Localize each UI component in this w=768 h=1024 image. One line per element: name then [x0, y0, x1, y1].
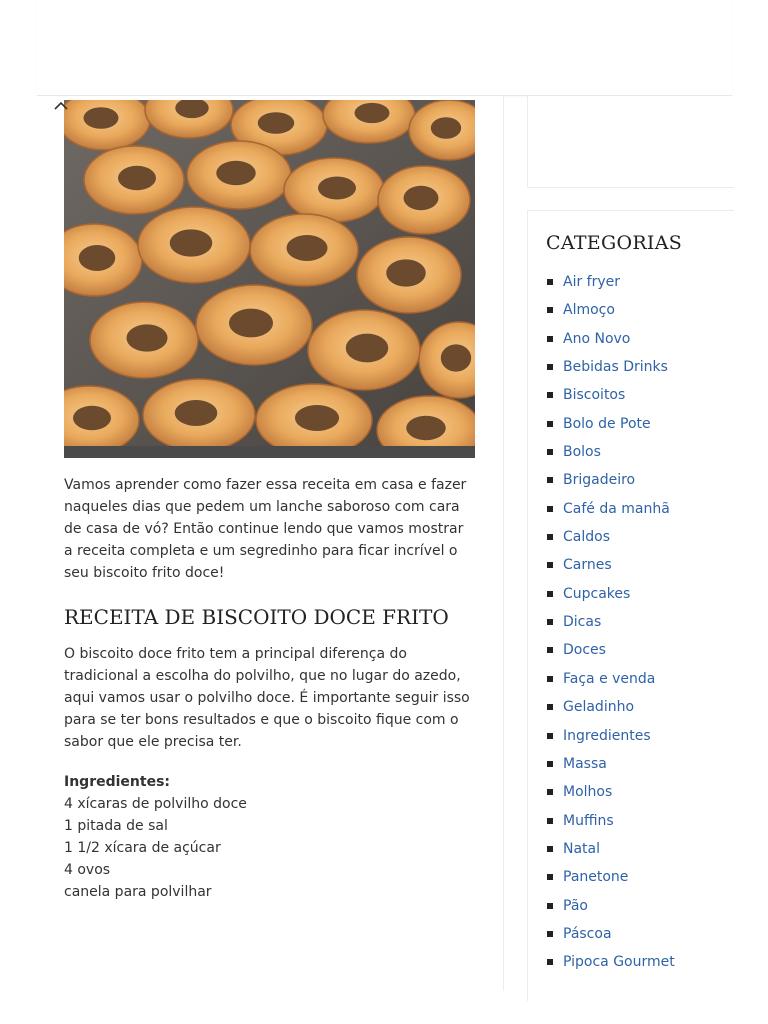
biscuit-hole: [216, 161, 256, 185]
bullet-icon: [547, 733, 553, 739]
bullet-icon: [547, 449, 553, 455]
section-title: RECEITA DE BISCOITO DOCE FRITO: [64, 605, 449, 629]
category-link-bolo-de-pote[interactable]: Bolo de Pote: [563, 415, 651, 432]
category-link-almoco[interactable]: Almoço: [563, 302, 615, 319]
biscuit-hole: [126, 324, 167, 351]
category-link-air-fryer[interactable]: Air fryer: [563, 274, 621, 290]
category-item: [546, 835, 736, 863]
category-item: [546, 325, 736, 353]
category-item: [546, 948, 736, 976]
category-item: [546, 693, 736, 721]
biscuit-hole: [355, 103, 390, 123]
category-link-faca-e-venda[interactable]: Faça e venda: [563, 670, 656, 687]
category-item: [546, 466, 736, 494]
ingredient-item: 4 ovos: [64, 862, 111, 878]
category-item: [546, 551, 736, 579]
category-item: [546, 920, 736, 948]
category-item: [546, 438, 736, 466]
biscuit-hole: [441, 344, 471, 371]
category-link-muffins[interactable]: Muffins: [563, 812, 614, 829]
category-item: [546, 495, 736, 523]
category-item: [546, 410, 736, 438]
category-link-carnes[interactable]: Carnes: [563, 557, 612, 574]
biscuit-hole: [286, 235, 327, 261]
biscuit-hole: [170, 229, 213, 256]
biscuit-hole: [295, 405, 339, 431]
biscuits-image: [64, 100, 475, 458]
biscuit-hole: [84, 107, 119, 129]
category-item: [546, 636, 736, 664]
category-link-cupcakes[interactable]: Cupcakes: [563, 585, 631, 602]
category-item: [546, 807, 736, 835]
site-header: [37, 0, 732, 96]
bullet-icon: [547, 846, 553, 852]
category-link-ingredientes[interactable]: Ingredientes: [563, 727, 651, 744]
bullet-icon: [547, 789, 553, 795]
article-description: O biscoito doce frito tem a principal diferença do tradicional a escolha do polvilho, que no lugar do azedo, aqui vamos usar o polvilho doce. É importante seguir isso para se ter bons resultados e que o biscoito fique com o sabor que ele precisa ter.: [64, 646, 470, 750]
category-link-pao[interactable]: Pão: [563, 897, 588, 914]
category-link-molhos[interactable]: Molhos: [563, 784, 613, 801]
bullet-icon: [547, 534, 553, 540]
bullet-icon: [547, 903, 553, 909]
ingredients-label: Ingredientes:: [64, 774, 170, 790]
bullet-icon: [547, 279, 553, 285]
category-item: [546, 608, 736, 636]
bullet-icon: [547, 959, 553, 965]
biscuit-hole: [73, 406, 111, 430]
biscuit-hole: [318, 176, 356, 199]
category-link-panetone[interactable]: Panetone: [563, 869, 629, 886]
category-item: [546, 268, 736, 296]
biscuit-hole: [406, 416, 446, 440]
category-link-biscoitos[interactable]: Biscoitos: [563, 387, 626, 404]
category-link-ano-novo[interactable]: Ano Novo: [563, 330, 631, 347]
category-link-caldos[interactable]: Caldos: [563, 529, 610, 546]
bullet-icon: [547, 477, 553, 483]
bullet-icon: [547, 676, 553, 682]
article-intro: Vamos aprender como fazer essa receita em casa e fazer naqueles dias que pedem um lanche saboroso com cara de casa de vó? Então continue lendo que vamos mostrar a receita completa e um segredinho para ficar incrível o seu biscoito frito doce!: [64, 477, 467, 581]
biscuit-hole: [404, 186, 439, 210]
biscuit-hole: [346, 334, 389, 363]
category-link-pipoca-gourmet[interactable]: Pipoca Gourmet: [563, 954, 675, 971]
category-link-dicas[interactable]: Dicas: [563, 614, 602, 631]
biscuit-hole: [386, 259, 426, 286]
sidebar-widget-top: [527, 96, 734, 188]
bullet-icon: [547, 364, 553, 370]
ingredient-item: canela para polvilhar: [64, 884, 212, 900]
category-link-natal[interactable]: Natal: [563, 840, 601, 857]
bullet-icon: [547, 704, 553, 710]
bullet-icon: [547, 619, 553, 625]
category-link-massa[interactable]: Massa: [563, 755, 607, 772]
category-item: [546, 778, 736, 806]
category-item: [546, 892, 736, 920]
category-item: [546, 750, 736, 778]
biscuit-hole: [79, 245, 115, 271]
category-item: [546, 863, 736, 891]
biscuit-hole: [118, 166, 156, 190]
bullet-icon: [547, 392, 553, 398]
categories-list: [546, 268, 736, 977]
bullet-icon: [547, 874, 553, 880]
bullet-icon: [547, 818, 553, 824]
chevron-up-icon[interactable]: [54, 100, 68, 110]
category-link-pascoa[interactable]: Páscoa: [563, 925, 612, 942]
category-link-cafe-da-manha[interactable]: Café da manhã: [563, 500, 670, 517]
bullet-icon: [547, 591, 553, 597]
ingredient-item: 1 pitada de sal: [64, 818, 168, 834]
bullet-icon: [547, 307, 553, 313]
bullet-icon: [547, 647, 553, 653]
category-link-brigadeiro[interactable]: Brigadeiro: [563, 472, 636, 489]
category-item: [546, 580, 736, 608]
category-item: [546, 523, 736, 551]
category-item: [546, 296, 736, 324]
ingredient-item: 4 xícaras de polvilho doce: [64, 796, 247, 812]
biscuit-hole: [175, 400, 218, 426]
category-link-doces[interactable]: Doces: [563, 642, 606, 659]
bullet-icon: [547, 336, 553, 342]
category-item: [546, 353, 736, 381]
category-link-bolos[interactable]: Bolos: [563, 444, 601, 461]
ingredient-item: 1 1/2 xícara de açúcar: [64, 840, 221, 856]
bullet-icon: [547, 761, 553, 767]
category-item: [546, 381, 736, 409]
biscuit-hole: [431, 117, 461, 139]
bullet-icon: [547, 562, 553, 568]
category-item: [546, 722, 736, 750]
category-item: [546, 665, 736, 693]
recipe-photo: [64, 100, 475, 458]
biscuit-hole: [229, 309, 273, 338]
bullet-icon: [547, 506, 553, 512]
bullet-icon: [547, 931, 553, 937]
category-link-geladinho[interactable]: Geladinho: [563, 699, 635, 716]
categories-title: CATEGORIAS: [546, 232, 683, 254]
biscuit-hole: [258, 112, 294, 134]
bullet-icon: [547, 421, 553, 427]
category-link-bebidas-drinks[interactable]: Bebidas Drinks: [563, 359, 668, 376]
ingredients-block: [64, 771, 476, 903]
